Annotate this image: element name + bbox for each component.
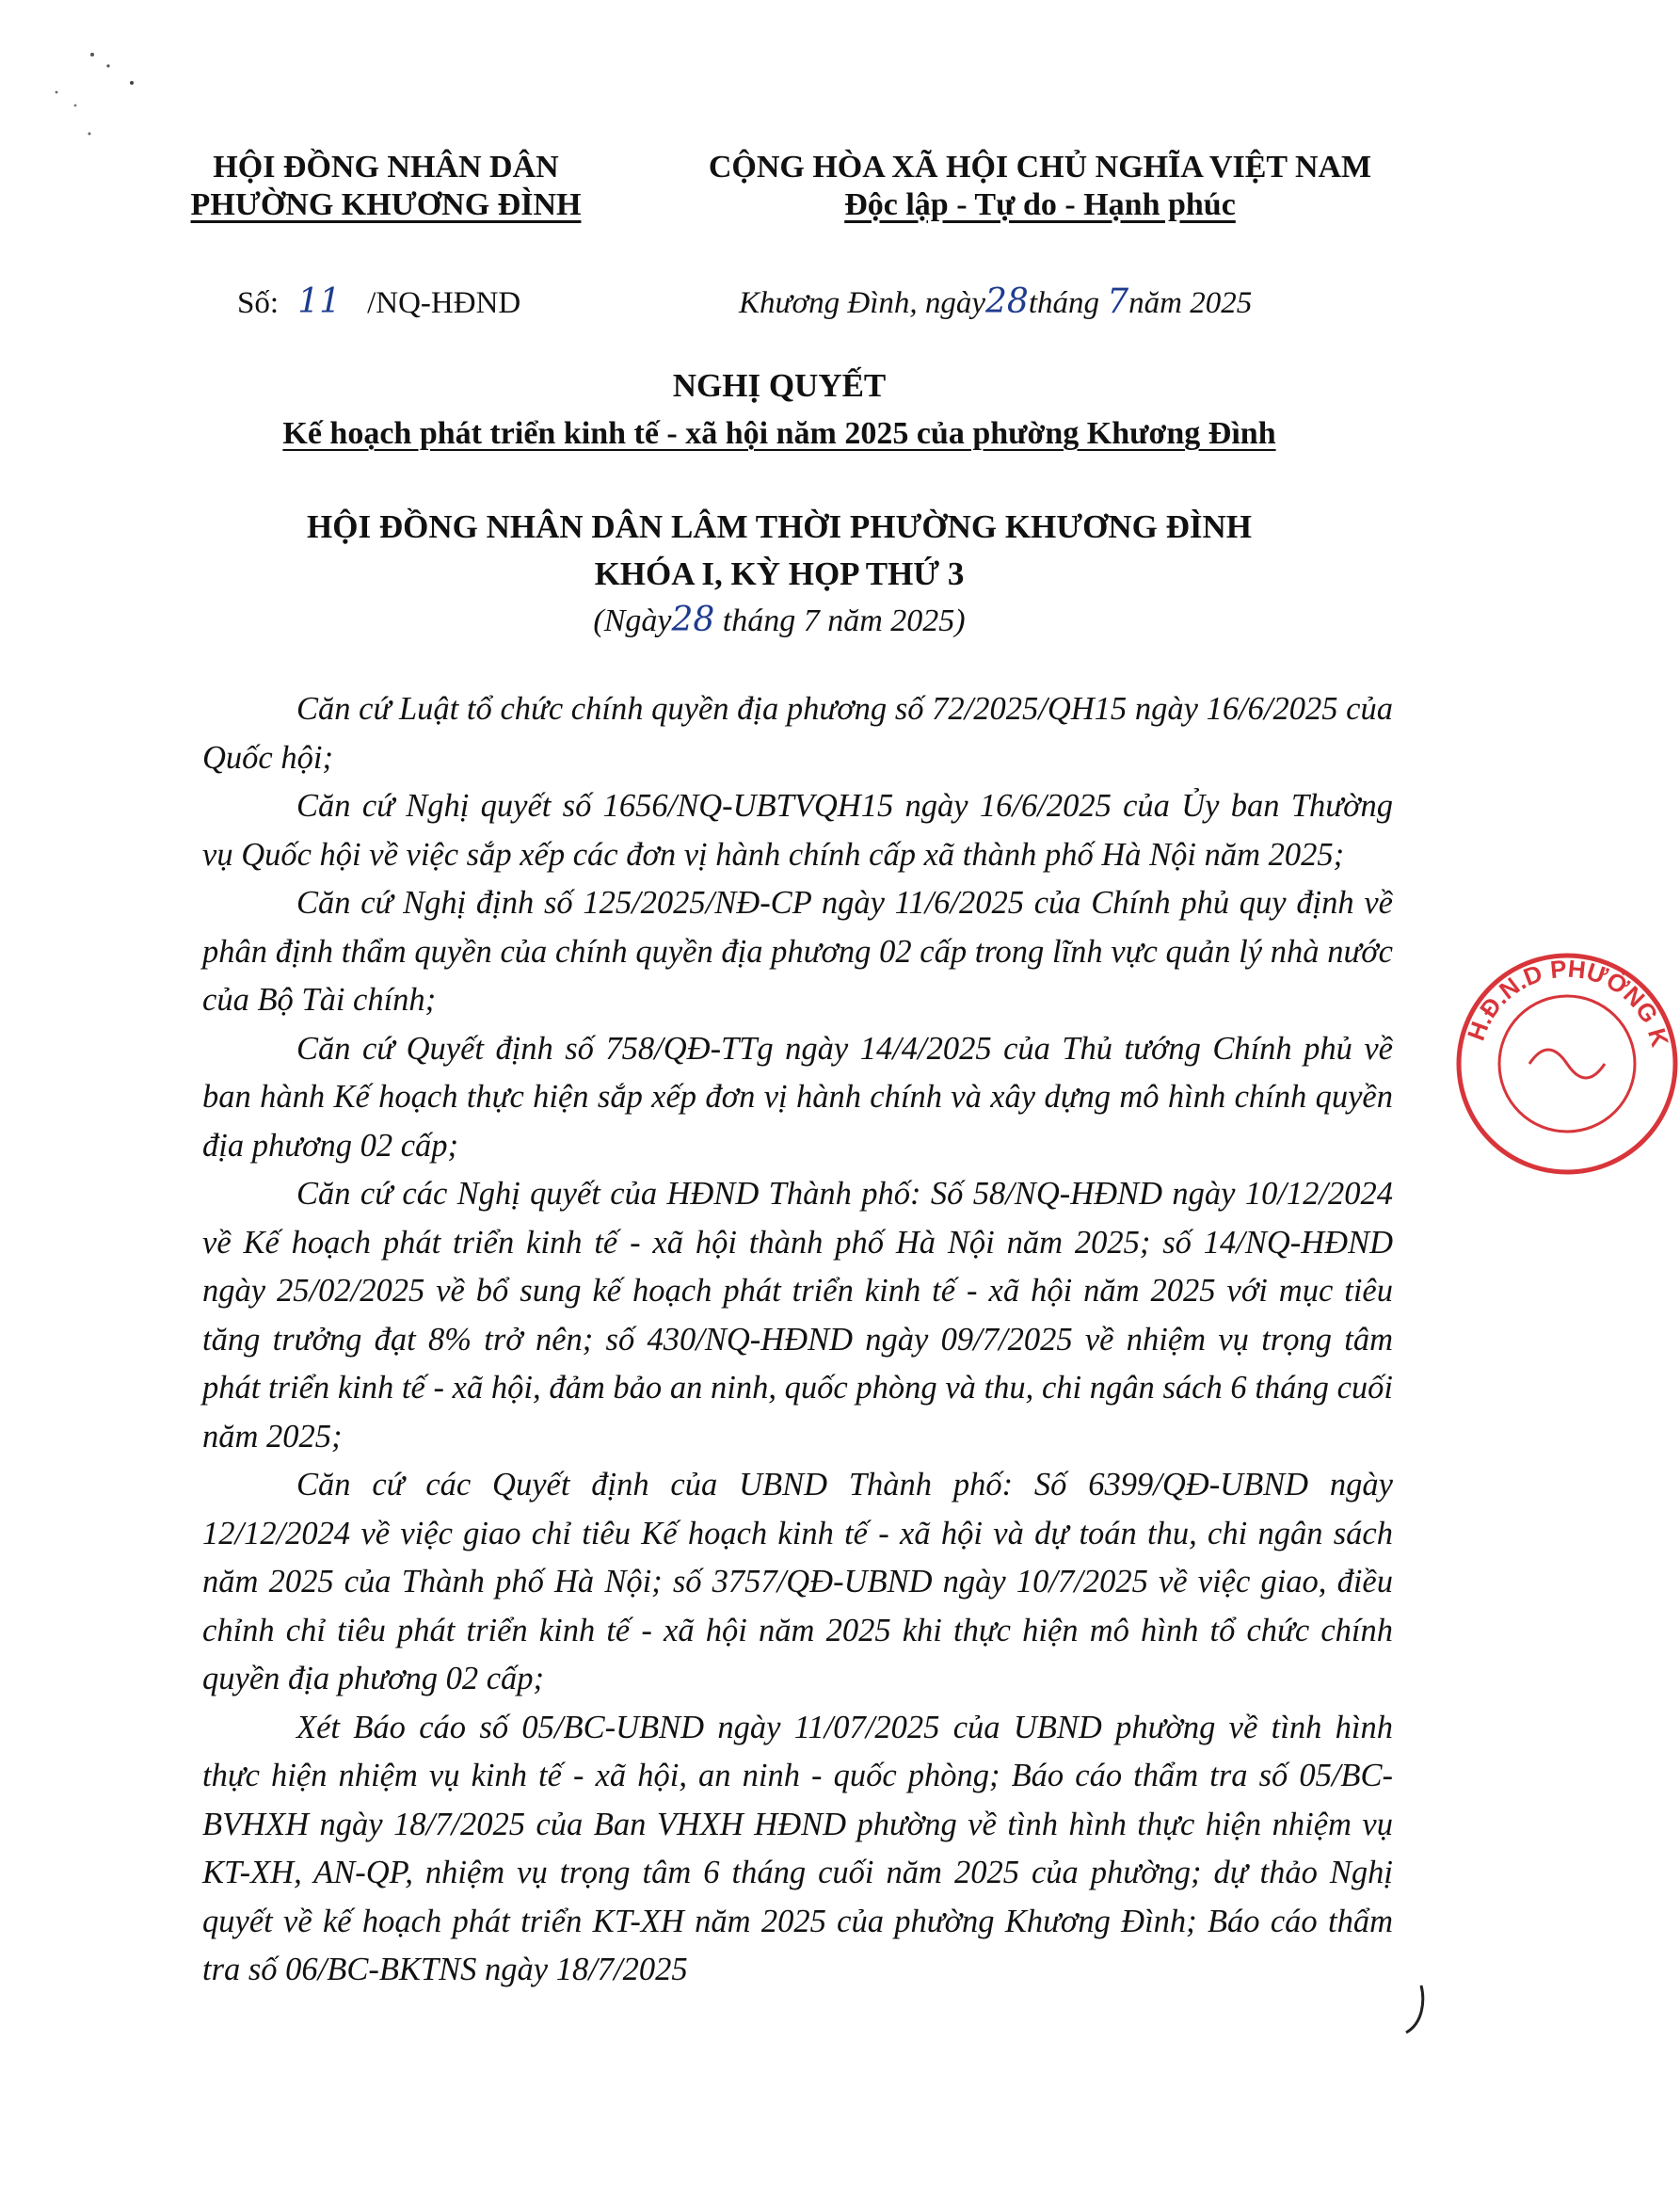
council-name: HỘI ĐỒNG NHÂN DÂN LÂM THỜI PHƯỜNG KHƯƠNG ĐÌNH bbox=[307, 508, 1252, 545]
legal-basis-paragraph: Căn cứ các Nghị quyết của HĐND Thành phố: Số 58/NQ-HĐND ngày 10/12/2024 về Kế hoạch phát triển kinh tế - xã hội thành phố Hà Nội năm 2025; số 14/NQ-HĐND ngày 25/02/2025 về bổ sung kế hoạch phát triển kinh tế - xã hội năm 2025 với mục tiêu tăng trưởng đạt 8% trở nên; số 430/NQ-HĐND ngày 09/7/2025 về nhiệm vụ trọng tâm phát triển kinh tế - xã hội, đảm bảo an ninh, quốc phòng và thu, chi ngân sách 6 tháng cuối năm 2025; bbox=[202, 1176, 1393, 1455]
session-date bbox=[0, 601, 1559, 639]
date-prefix: Khương Đình, ngày bbox=[739, 286, 986, 320]
date-suffix: năm 2025 bbox=[1128, 286, 1253, 320]
doc-subject-text: Kế hoạch phát triển kinh tế - xã hội năm 2025 của phường Khương Đình bbox=[282, 416, 1276, 451]
legal-basis-paragraph: Căn cứ Nghị quyết số 1656/NQ-UBTVQH15 ngày 16/6/2025 của Ủy ban Thường vụ Quốc hội về việc sắp xếp các đơn vị hành chính cấp xã thành phố Hà Nội năm 2025; bbox=[202, 788, 1393, 873]
national-motto: Độc lập - Tự do - Hạnh phúc bbox=[844, 187, 1236, 222]
date-day-handwritten: 28 bbox=[985, 282, 1029, 321]
issuer-line1: HỘI ĐỒNG NHÂN DÂN bbox=[213, 150, 559, 185]
legal-basis-paragraph: Căn cứ Nghị định số 125/2025/NĐ-CP ngày 11/6/2025 của Chính phủ quy định về phân định thẩm quyền của chính quyền địa phương 02 cấp trong lĩnh vực quản lý nhà nước của Bộ Tài chính; bbox=[202, 885, 1393, 1018]
legal-basis-paragraph: Căn cứ Quyết định số 758/QĐ-TTg ngày 14/4/2025 của Thủ tướng Chính phủ về ban hành Kế hoạch thực hiện sắp xếp đơn vị hành chính và xây dựng mô hình chính quyền địa phương 02 cấp; bbox=[202, 1030, 1393, 1164]
doc-number bbox=[237, 282, 520, 321]
doc-number-handwritten: 11 bbox=[297, 282, 342, 321]
session-date-day-handwritten: 28 bbox=[671, 601, 715, 639]
date-mid: tháng bbox=[1028, 286, 1100, 320]
session-name: KHÓA I, KỲ HỌP THỨ 3 bbox=[594, 555, 965, 592]
doc-subject bbox=[0, 416, 1559, 452]
scan-specks bbox=[38, 47, 151, 141]
doc-number-prefix: Số: bbox=[237, 286, 280, 320]
national-title: CỘNG HÒA XÃ HỘI CHỦ NGHĨA VIỆT NAM bbox=[708, 150, 1372, 185]
consideration-paragraph: Xét Báo cáo số 05/BC-UBND ngày 11/07/2025 của UBND phường về tình hình thực hiện nhiệm vụ kinh tế - xã hội, an ninh - quốc phòng; Báo cáo thẩm tra số 05/BC-BVHXH ngày 18/7/2025 của Ban VHXH HĐND phường về tình hình thực hiện nhiệm vụ KT-XH, AN-QP, nhiệm vụ trọng tâm 6 tháng cuối năm 2025 của phường; dự thảo Nghị quyết về kế hoạch phát triển KT-XH năm 2025 của phường Khương Đình; Báo cáo thẩm tra số 06/BC-BKTNS ngày 18/7/2025 bbox=[202, 1709, 1393, 1987]
legal-basis-paragraph: Căn cứ Luật tổ chức chính quyền địa phương số 72/2025/QH15 ngày 16/6/2025 của Quốc hội; bbox=[202, 691, 1393, 776]
pen-mark bbox=[1400, 1982, 1429, 2038]
issuer-line2: PHƯỜNG KHƯƠNG ĐÌNH bbox=[190, 187, 582, 222]
preamble bbox=[202, 685, 1393, 1995]
doc-type-title: NGHỊ QUYẾT bbox=[672, 367, 887, 404]
national-header bbox=[673, 149, 1407, 224]
session-date-suffix: tháng 7 năm 2025) bbox=[722, 603, 966, 638]
svg-text:H.Đ.N.D PHƯỜNG K bbox=[1462, 955, 1674, 1051]
session-date-prefix: (Ngày bbox=[593, 603, 672, 638]
date-line bbox=[739, 282, 1252, 321]
doc-number-suffix: /NQ-HĐND bbox=[367, 286, 521, 320]
legal-basis-paragraph: Căn cứ các Quyết định của UBND Thành phố: Số 6399/QĐ-UBND ngày 12/12/2024 về việc giao chỉ tiêu Kế hoạch kinh tế - xã hội và dự toán thu, chi ngân sách năm 2025 của Thành phố Hà Nội; số 3757/QĐ-UBND ngày 10/7/2025 về việc giao, điều chỉnh chỉ tiêu phát triển kinh tế - xã hội năm 2025 khi thực hiện mô hình tổ chức chính quyền địa phương 02 cấp; bbox=[202, 1467, 1393, 1696]
seal-text: H.Đ.N.D PHƯỜNG K bbox=[1461, 954, 1675, 1051]
issuer-header bbox=[141, 149, 631, 224]
date-month-handwritten: 7 bbox=[1107, 282, 1129, 321]
official-seal-stamp bbox=[1454, 951, 1680, 1177]
